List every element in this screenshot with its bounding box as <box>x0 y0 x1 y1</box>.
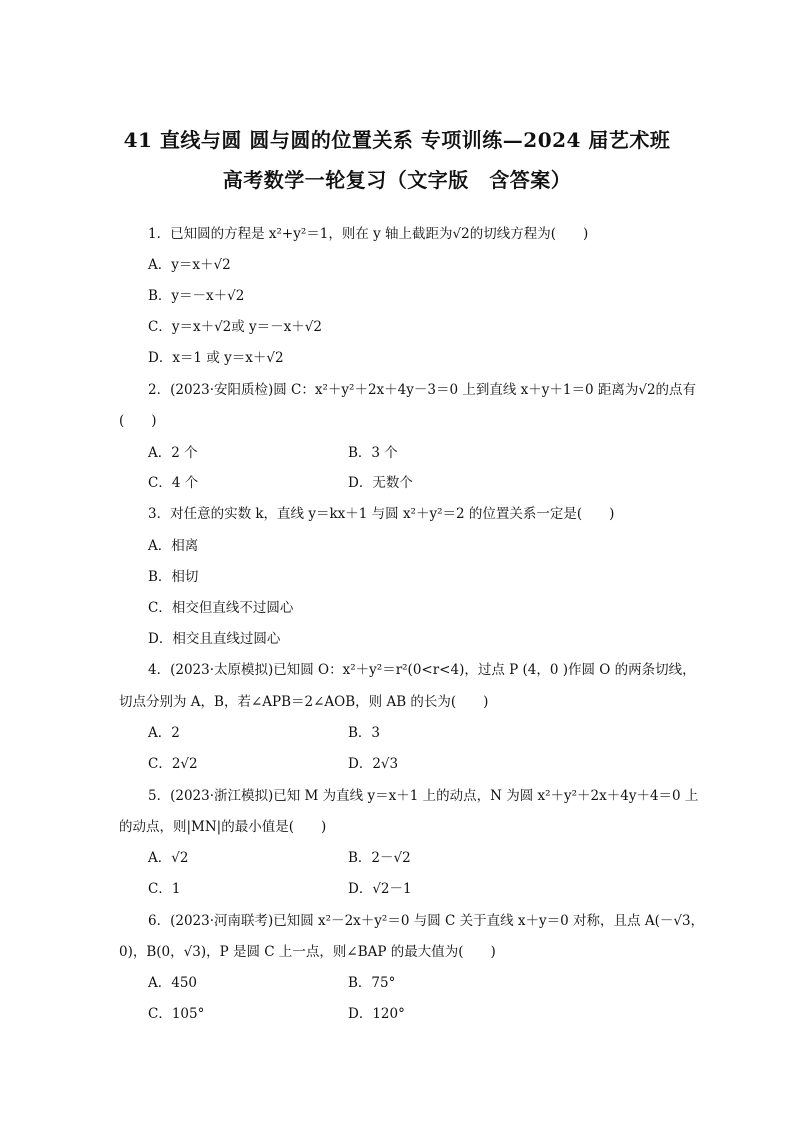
option-a: A．450 <box>148 975 198 991</box>
option-a: A．2 个 <box>148 445 198 461</box>
option-c: C．2√2 <box>148 756 198 772</box>
option-c: C．4 个 <box>148 475 199 491</box>
option-c: C．105° <box>148 1006 205 1022</box>
option-c: C．1 <box>148 881 181 897</box>
option-d: D．2√3 <box>348 756 399 772</box>
option-a: A．√2 <box>148 850 189 866</box>
question-stem-continued: ( ) <box>119 413 157 429</box>
question-stem: 1．已知圆的方程是 x²+y²＝1，则在 y 轴上截距为√2的切线方程为( ) <box>148 226 589 242</box>
option-b: B．相切 <box>148 569 199 585</box>
title-line-2: 高考数学一轮复习（文字版 含答案） <box>222 168 572 192</box>
title-line-1: 41 直线与圆 圆与圆的位置关系 专项训练—2024 届艺术班 <box>123 128 671 152</box>
option-b: B．3 个 <box>348 445 398 461</box>
option-c: C．相交但直线不过圆心 <box>148 600 294 616</box>
question-stem-continued: 切点分别为 A，B，若∠APB＝2∠AOB，则 AB 的长为( ) <box>119 694 489 710</box>
question-stem: 3．对任意的实数 k，直线 y＝kx＋1 与圆 x²＋y²＝2 的位置关系一定是( ) <box>148 506 615 522</box>
option-c: C．y＝x＋√2或 y＝－x＋√2 <box>148 319 322 335</box>
option-d: D．√2－1 <box>348 881 412 897</box>
option-b: B．75° <box>348 975 396 991</box>
option-b: B．3 <box>348 725 381 741</box>
option-a: A．相离 <box>148 538 199 554</box>
question-stem-continued: 的动点，则|MN|的最小值是( ) <box>119 819 327 835</box>
question-stem: 2．(2023·安阳质检)圆 C：x²＋y²＋2x＋4y－3＝0 上到直线 x＋y＋1＝0 距离为√2的点有 <box>148 382 697 398</box>
option-d: D．x＝1 或 y＝x＋√2 <box>148 350 284 366</box>
option-d: D．相交且直线过圆心 <box>148 631 281 647</box>
option-b: B．2－√2 <box>348 850 411 866</box>
option-d: D．120° <box>348 1006 405 1022</box>
question-stem: 6．(2023·河南联考)已知圆 x²－2x＋y²＝0 与圆 C 关于直线 x＋y＝0 对称，且点 A(－√3， <box>148 913 705 929</box>
option-d: D．无数个 <box>348 475 413 491</box>
option-a: A．y＝x＋√2 <box>148 257 231 273</box>
question-stem: 5．(2023·浙江模拟)已知 M 为直线 y＝x＋1 上的动点，N 为圆 x²＋y²＋2x＋4y＋4＝0 上 <box>148 788 699 804</box>
question-stem: 4．(2023·太原模拟)已知圆 O：x²＋y²＝r²(0<r<4)，过点 P (4，0 )作圆 O 的两条切线， <box>148 662 696 678</box>
question-stem-continued: 0)，B(0，√3)，P 是圆 C 上一点，则∠BAP 的最大值为( ) <box>119 944 496 960</box>
option-a: A．2 <box>148 725 180 741</box>
option-b: B．y＝－x＋√2 <box>148 288 245 304</box>
